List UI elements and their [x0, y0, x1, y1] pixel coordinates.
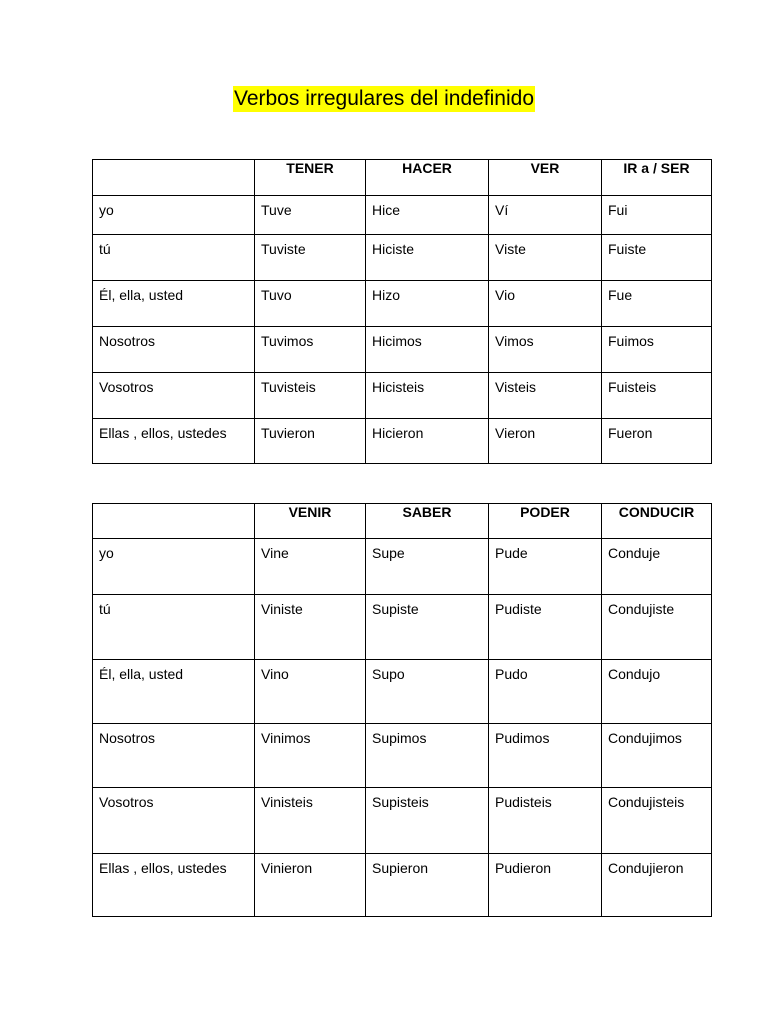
table-row [93, 327, 712, 373]
conjugation-cell: Supo [366, 660, 489, 724]
verb-table-2 [92, 503, 712, 917]
conjugation-cell: Vinimos [255, 724, 366, 788]
conjugation-cell: Conduje [602, 539, 712, 595]
header-cell-empty [93, 160, 255, 196]
conjugation-cell: Hiciste [366, 235, 489, 281]
conjugation-cell: Hicisteis [366, 373, 489, 419]
conjugation-cell: Tuviste [255, 235, 366, 281]
conjugation-cell: Pudiste [489, 595, 602, 660]
page-title-wrap [0, 86, 768, 112]
person-cell: Nosotros [93, 724, 255, 788]
header-cell-verb: VENIR [255, 504, 366, 539]
header-cell-verb: IR a / SER [602, 160, 712, 196]
person-cell: Vosotros [93, 788, 255, 854]
conjugation-cell: Fuiste [602, 235, 712, 281]
conjugation-cell: Fui [602, 196, 712, 235]
conjugation-cell: Fuimos [602, 327, 712, 373]
table-row [93, 235, 712, 281]
conjugation-cell: Tuvimos [255, 327, 366, 373]
header-cell-verb: TENER [255, 160, 366, 196]
conjugation-cell: Vio [489, 281, 602, 327]
header-cell-verb: HACER [366, 160, 489, 196]
conjugation-cell: Condujimos [602, 724, 712, 788]
person-cell: Vosotros [93, 373, 255, 419]
table-header-row [93, 504, 712, 539]
table-row [93, 788, 712, 854]
person-cell: tú [93, 595, 255, 660]
person-cell: Él, ella, usted [93, 281, 255, 327]
conjugation-cell: Supieron [366, 854, 489, 917]
conjugation-cell: Supimos [366, 724, 489, 788]
conjugation-cell: Visteis [489, 373, 602, 419]
conjugation-cell: Vinieron [255, 854, 366, 917]
header-cell-verb: CONDUCIR [602, 504, 712, 539]
conjugation-cell: Vimos [489, 327, 602, 373]
table-row [93, 854, 712, 917]
table-row [93, 539, 712, 595]
conjugation-cell: Condujieron [602, 854, 712, 917]
conjugation-cell: Tuvisteis [255, 373, 366, 419]
table-row [93, 595, 712, 660]
conjugation-cell: Tuvieron [255, 419, 366, 464]
conjugation-cell: Hicieron [366, 419, 489, 464]
verb-table-1 [92, 159, 712, 464]
header-cell-verb: SABER [366, 504, 489, 539]
table-row [93, 373, 712, 419]
conjugation-cell: Tuvo [255, 281, 366, 327]
conjugation-cell: Hizo [366, 281, 489, 327]
conjugation-cell: Condujisteis [602, 788, 712, 854]
table-row [93, 724, 712, 788]
conjugation-cell: Fueron [602, 419, 712, 464]
conjugation-cell: Viste [489, 235, 602, 281]
conjugation-cell: Hicimos [366, 327, 489, 373]
header-cell-verb: VER [489, 160, 602, 196]
conjugation-cell: Ví [489, 196, 602, 235]
conjugation-cell: Pude [489, 539, 602, 595]
conjugation-cell: Condujo [602, 660, 712, 724]
person-cell: yo [93, 539, 255, 595]
conjugation-cell: Vinisteis [255, 788, 366, 854]
header-cell-verb: PODER [489, 504, 602, 539]
person-cell: Ellas , ellos, ustedes [93, 419, 255, 464]
person-cell: yo [93, 196, 255, 235]
page-title: Verbos irregulares del indefinido [233, 87, 535, 110]
person-cell: Ellas , ellos, ustedes [93, 854, 255, 917]
table-row [93, 660, 712, 724]
conjugation-cell: Vieron [489, 419, 602, 464]
table-header-row [93, 160, 712, 196]
person-cell: tú [93, 235, 255, 281]
person-cell: Él, ella, usted [93, 660, 255, 724]
conjugation-cell: Tuve [255, 196, 366, 235]
conjugation-cell: Pudo [489, 660, 602, 724]
conjugation-cell: Pudieron [489, 854, 602, 917]
conjugation-cell: Hice [366, 196, 489, 235]
conjugation-cell: Pudimos [489, 724, 602, 788]
conjugation-cell: Fue [602, 281, 712, 327]
conjugation-cell: Supiste [366, 595, 489, 660]
conjugation-cell: Supe [366, 539, 489, 595]
conjugation-cell: Pudisteis [489, 788, 602, 854]
table-row [93, 196, 712, 235]
conjugation-cell: Condujiste [602, 595, 712, 660]
table-row [93, 281, 712, 327]
conjugation-cell: Vine [255, 539, 366, 595]
conjugation-cell: Supisteis [366, 788, 489, 854]
table-row [93, 419, 712, 464]
conjugation-cell: Viniste [255, 595, 366, 660]
conjugation-cell: Vino [255, 660, 366, 724]
conjugation-cell: Fuisteis [602, 373, 712, 419]
header-cell-empty [93, 504, 255, 539]
person-cell: Nosotros [93, 327, 255, 373]
